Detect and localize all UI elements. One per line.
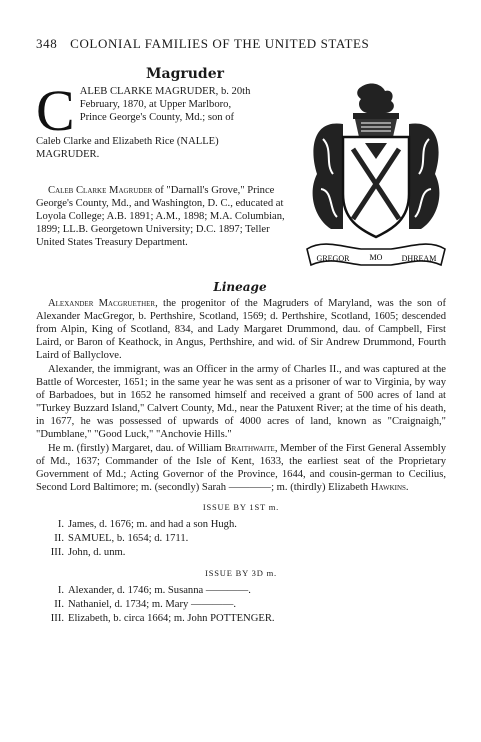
- item-number: I.: [57, 585, 64, 596]
- progenitor-name: Alexander Macgruether: [48, 298, 156, 309]
- item-text: John, d. unm.: [68, 547, 126, 558]
- list-item: [36, 598, 446, 612]
- motto-left: GREGOR: [316, 254, 350, 263]
- item-text: Nathaniel, d. 1734; m. Mary ————.: [68, 599, 237, 610]
- paragraph-text: , Member of the First General Assembly of Md., 1637; Commander of the Isle of Kent, 1633, the earliest seat of the Proprietary Government of Md.; Acting Governor of the Province, 1644, and cousin-german to Cecilius, Second Lord Baltimore; m. (secondly) Sarah ————; m. (thirdly) Elizabeth: [36, 443, 446, 493]
- item-number: I.: [57, 519, 64, 530]
- family-title: Magruder: [146, 66, 224, 82]
- item-number: II.: [54, 599, 64, 610]
- item-number: II.: [54, 533, 64, 544]
- description-text: of "Darnall's Grove," Prince George's County, Md., and Washington, D. C., educated at Loyola College; A.B. 1891; A.M., 1898; M.A. Columbian, 1899; LL.B. Georgetown University; D.C. 1897; Teller United States Treasury Department.: [36, 185, 285, 248]
- item-text: SAMUEL, b. 1654; d. 1711.: [68, 533, 189, 544]
- surname: Hawkins: [370, 482, 406, 493]
- issue-heading: ISSUE BY 1ST m.: [202, 502, 280, 512]
- lineage-paragraph: [36, 442, 446, 494]
- running-title: COLONIAL FAMILIES OF THE UNITED STATES: [70, 36, 370, 51]
- item-number: III.: [50, 613, 64, 624]
- lineage-paragraph: [36, 297, 446, 362]
- list-item: [36, 612, 446, 626]
- paragraph-text: He m. (firstly) Margaret, dau. of William: [48, 443, 225, 454]
- intro-line: Prince George's County, Md.; son of: [79, 112, 235, 123]
- description-paragraph: [36, 184, 298, 249]
- intro-line: MAGRUDER.: [36, 149, 100, 160]
- lineage-paragraph: Alexander, the immigrant, was an Officer in the army of Charles II., and was captured at the Battle of Worcester, 1651; in the same year he was sent as a prisoner of war to Virginia, by way of Barbadoes, but in 1652 he ransomed himself and received a grant of 500 acres of land at "Turkey Buzzard Island," Calvert County, Md., near the Patuxent River; at the time of his death, in 1677, he was possessed of upwards of 4000 acres of land, known as "Craignaigh," "Dumblane," "Good Luck," "Anchovie Hills.": [36, 364, 446, 440]
- list-item: [36, 584, 446, 598]
- intro-line: February, 1870, at Upper Marlboro,: [79, 99, 232, 110]
- list-item: [36, 546, 446, 560]
- surname: Braithwaite: [224, 443, 275, 454]
- list-item: [36, 532, 446, 546]
- lineage-body: [36, 297, 446, 626]
- motto-right: DHREAM: [401, 254, 437, 263]
- page-number: 348: [36, 36, 58, 51]
- paragraph-text: .: [405, 482, 409, 493]
- intro-line: ALEB CLARKE MAGRUDER, b. 20th: [79, 86, 251, 97]
- page-header: [36, 36, 369, 52]
- intro-paragraph: [36, 78, 298, 161]
- issue-list: [36, 584, 446, 626]
- item-number: III.: [50, 547, 64, 558]
- item-text: Alexander, d. 1746; m. Susanna ————.: [68, 585, 251, 596]
- lineage-heading: Lineage: [213, 280, 267, 294]
- list-item: [36, 518, 446, 532]
- issue-list: [36, 518, 446, 560]
- motto-center: MO: [369, 253, 383, 262]
- issue-heading: ISSUE BY 3D m.: [205, 568, 277, 578]
- coat-of-arms-icon: [303, 79, 449, 275]
- description-name: Caleb Clarke Magruder: [48, 185, 153, 196]
- item-text: James, d. 1676; m. and had a son Hugh.: [68, 519, 237, 530]
- paragraph-text: , the progenitor of the Magruders of Maryland, was the son of Alexander MacGregor, b. Perthshire, Scotland, 1569; d. Perthshire, Scotland, 1605; descended from Alpin, King of Scotland, 834, and Lady Margaret Drummond, dau. of Campbell, First Laird, or Baron of Keathock, in Angus, Perthshire, and wid. of Sir Andrew Drummond, Fourth Laird of Ballyclove.: [36, 298, 446, 361]
- dropcap: C: [36, 78, 75, 143]
- item-text: Elizabeth, b. circa 1664; m. John POTTENGER.: [68, 613, 275, 624]
- intro-line: Caleb Clarke and Elizabeth Rice (NALLE): [36, 136, 219, 147]
